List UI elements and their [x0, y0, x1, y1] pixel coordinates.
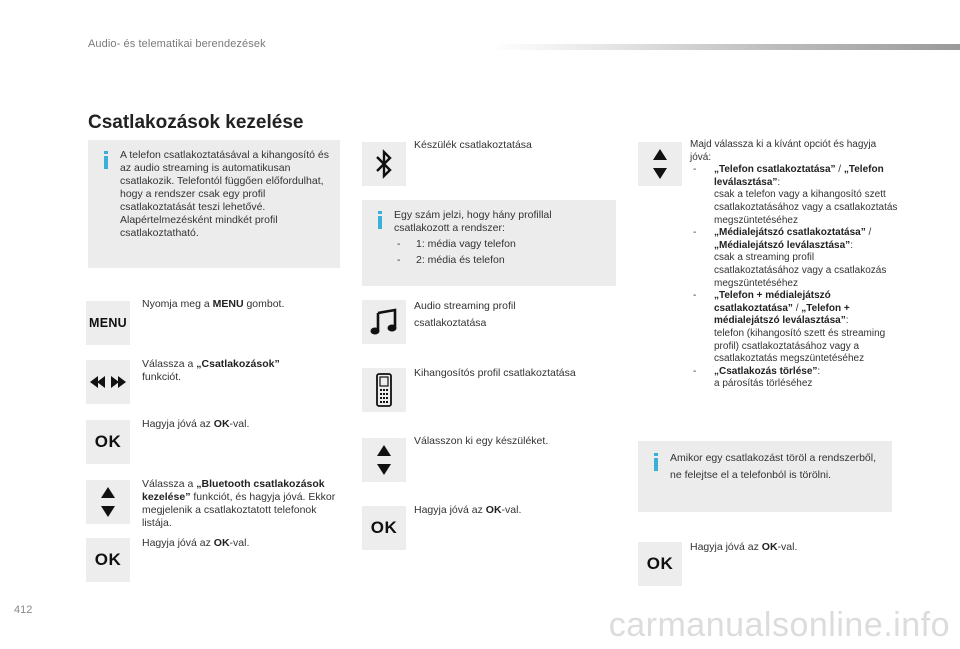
- option-3-sep: /: [792, 302, 802, 314]
- option-3-on: „Telefon + médialejátszó csatlakoztatása”: [714, 290, 831, 314]
- options-intro: Majd válassza ki a kívánt opciót és hagyja jóvá:: [690, 139, 877, 163]
- step-confirm-ok-1: [142, 418, 342, 431]
- up-down-arrows-icon-2: [362, 438, 406, 482]
- page-title: Csatlakozások kezelése: [88, 112, 304, 133]
- audio-streaming-label: Audio streaming profil csatlakoztatása: [414, 300, 516, 329]
- info-icon-2: [378, 216, 382, 229]
- info-note-2-intro: Egy szám jelzi, hogy hány profillal csatlakozott a rendszer:: [394, 209, 552, 234]
- menu-label: MENU: [88, 316, 127, 330]
- step-confirm-ok-3: [414, 504, 614, 517]
- updown-icon: [98, 484, 118, 520]
- left-right-arrows-icon: [88, 374, 128, 390]
- ok-button-icon-4: [638, 542, 682, 586]
- option-1-sep: /: [835, 164, 844, 176]
- bluetooth-icon-box: [362, 142, 406, 186]
- info-note-1: [88, 140, 340, 268]
- option-2-desc: csak a streaming profil csatlakoztatásához vagy a csatlakozás megszüntetéséhez: [714, 252, 887, 289]
- updown-icon-3: [650, 146, 670, 182]
- option-2-colon: :: [850, 239, 853, 251]
- up-down-arrows-icon-3: [638, 142, 682, 186]
- step3-pre: Hagyja jóvá az: [142, 418, 214, 430]
- phone-icon-box: [362, 368, 406, 412]
- option-3-off: „Telefon + médialejátszó leválasztása”: [714, 302, 850, 327]
- option-4-desc: a párosítás törléséhez: [714, 378, 813, 390]
- info-icon: [104, 156, 108, 169]
- profile-count-item: - 2: média és telefon: [394, 254, 608, 267]
- confirm4-post: -val.: [777, 541, 798, 553]
- step-confirm-ok-2: [142, 537, 342, 550]
- music-note-icon: [369, 307, 399, 337]
- step2-pre: Válassza a: [142, 358, 197, 370]
- option-item: [690, 366, 900, 391]
- option-item: [690, 290, 900, 366]
- option-3-colon: :: [845, 315, 849, 327]
- ok-button-icon-2: [86, 538, 130, 582]
- confirm3-pre: Hagyja jóvá az: [414, 504, 486, 516]
- option-1-desc: csak a telefon vagy a kihangosító szett csatlakoztatásához vagy a csatlakoztatás megszüntetéséhez: [714, 189, 898, 226]
- section-header: Audio- és telematikai berendezések: [88, 38, 266, 50]
- step3-bold: OK: [213, 418, 230, 430]
- watermark: carmanualsonline.info: [608, 606, 950, 644]
- option-2-on: „Médialejátszó csatlakoztatása”: [714, 227, 866, 239]
- ok-label-4: OK: [646, 554, 674, 573]
- step3-post: -val.: [229, 418, 250, 430]
- option-1-on: „Telefon csatlakoztatása”: [714, 164, 836, 176]
- options-block: [690, 139, 900, 391]
- option-3-desc: telefon (kihangosító szett és streaming profil) csatlakoztatásához vagy a csatlakoztatás megszüntetéséhez: [714, 327, 886, 365]
- page-number: 412: [14, 604, 33, 616]
- step5-post: -val.: [229, 537, 250, 549]
- option-item: [690, 164, 900, 227]
- option-4-delete: „Csatlakozás törlése”: [714, 365, 818, 377]
- info-note-2: [362, 200, 616, 286]
- confirm4-pre: Hagyja jóvá az: [690, 541, 762, 553]
- option-2-off: „Médialejátszó leválasztása”: [714, 239, 851, 251]
- step1-pre: Nyomja meg a: [142, 298, 213, 310]
- ok-label-3: OK: [370, 518, 398, 537]
- option-item: [690, 227, 900, 290]
- step1-bold: MENU: [212, 298, 244, 310]
- updown-icon-2: [374, 442, 394, 478]
- profile-count-item: - 1: média vagy telefon: [394, 238, 608, 251]
- music-note-icon-box: [362, 300, 406, 344]
- info-icon-3: [654, 458, 658, 471]
- step-press-menu: [142, 298, 342, 311]
- menu-button-icon: [86, 301, 130, 345]
- confirm3-post: -val.: [501, 504, 522, 516]
- step-select-connections: [142, 358, 342, 384]
- confirm3-bold: OK: [485, 504, 502, 516]
- bluetooth-icon: [375, 149, 393, 179]
- connection-options-list: [690, 164, 900, 391]
- option-2-sep: /: [865, 227, 872, 239]
- step4-bold: „Bluetooth csatlakozások kezelése”: [142, 478, 325, 503]
- up-down-arrows-icon: [86, 480, 130, 524]
- info-note-2-text: [394, 209, 608, 267]
- step-confirm-ok-4: [690, 541, 890, 554]
- step4-post: funkciót, és hagyja jóvá. Ekkor megjelenik a csatlakoztatott telefonok listája.: [142, 491, 336, 529]
- step5-bold: OK: [213, 537, 230, 549]
- select-device-label: Válasszon ki egy készüléket.: [414, 435, 549, 447]
- option-4-colon: :: [817, 365, 821, 377]
- step4-pre: Válassza a: [142, 478, 197, 490]
- ok-label: OK: [94, 432, 122, 451]
- mobile-phone-icon: [374, 372, 394, 408]
- step1-post: gombot.: [243, 298, 285, 310]
- step5-pre: Hagyja jóvá az: [142, 537, 214, 549]
- header-gradient-bar: [490, 44, 960, 50]
- ok-button-icon: [86, 420, 130, 464]
- step2-bold: „Csatlakozások”: [196, 358, 280, 370]
- info-note-3-text: Amikor egy csatlakozást töröl a rendszerből, ne felejtse el a telefonból is törölni.: [670, 452, 877, 481]
- device-connection-label: Készülék csatlakoztatása: [414, 139, 532, 151]
- info-note-1-text: A telefon csatlakoztatásával a kihangosító és az audio streaming is automatikusan csatlakozik. Telefontól függően előfordulhat, hogy a rendszer csak egy profil csatlakoztatását teszi lehetővé. Alapértelmezésként mindkét profil csatlakoztatható.: [120, 149, 329, 239]
- info-note-3: [638, 441, 892, 512]
- step-select-bluetooth: [142, 478, 342, 530]
- profile-count-list: [394, 238, 608, 267]
- step2-post: funkciót.: [142, 371, 182, 383]
- option-1-colon: :: [777, 176, 781, 188]
- confirm4-bold: OK: [761, 541, 778, 553]
- ok-button-icon-3: [362, 506, 406, 550]
- prev-next-arrows-icon: [86, 360, 130, 404]
- ok-label-2: OK: [94, 550, 122, 569]
- handsfree-profile-label: Kihangosítós profil csatlakoztatása: [414, 367, 576, 379]
- option-1-off: „Telefon leválasztása”: [714, 164, 884, 188]
